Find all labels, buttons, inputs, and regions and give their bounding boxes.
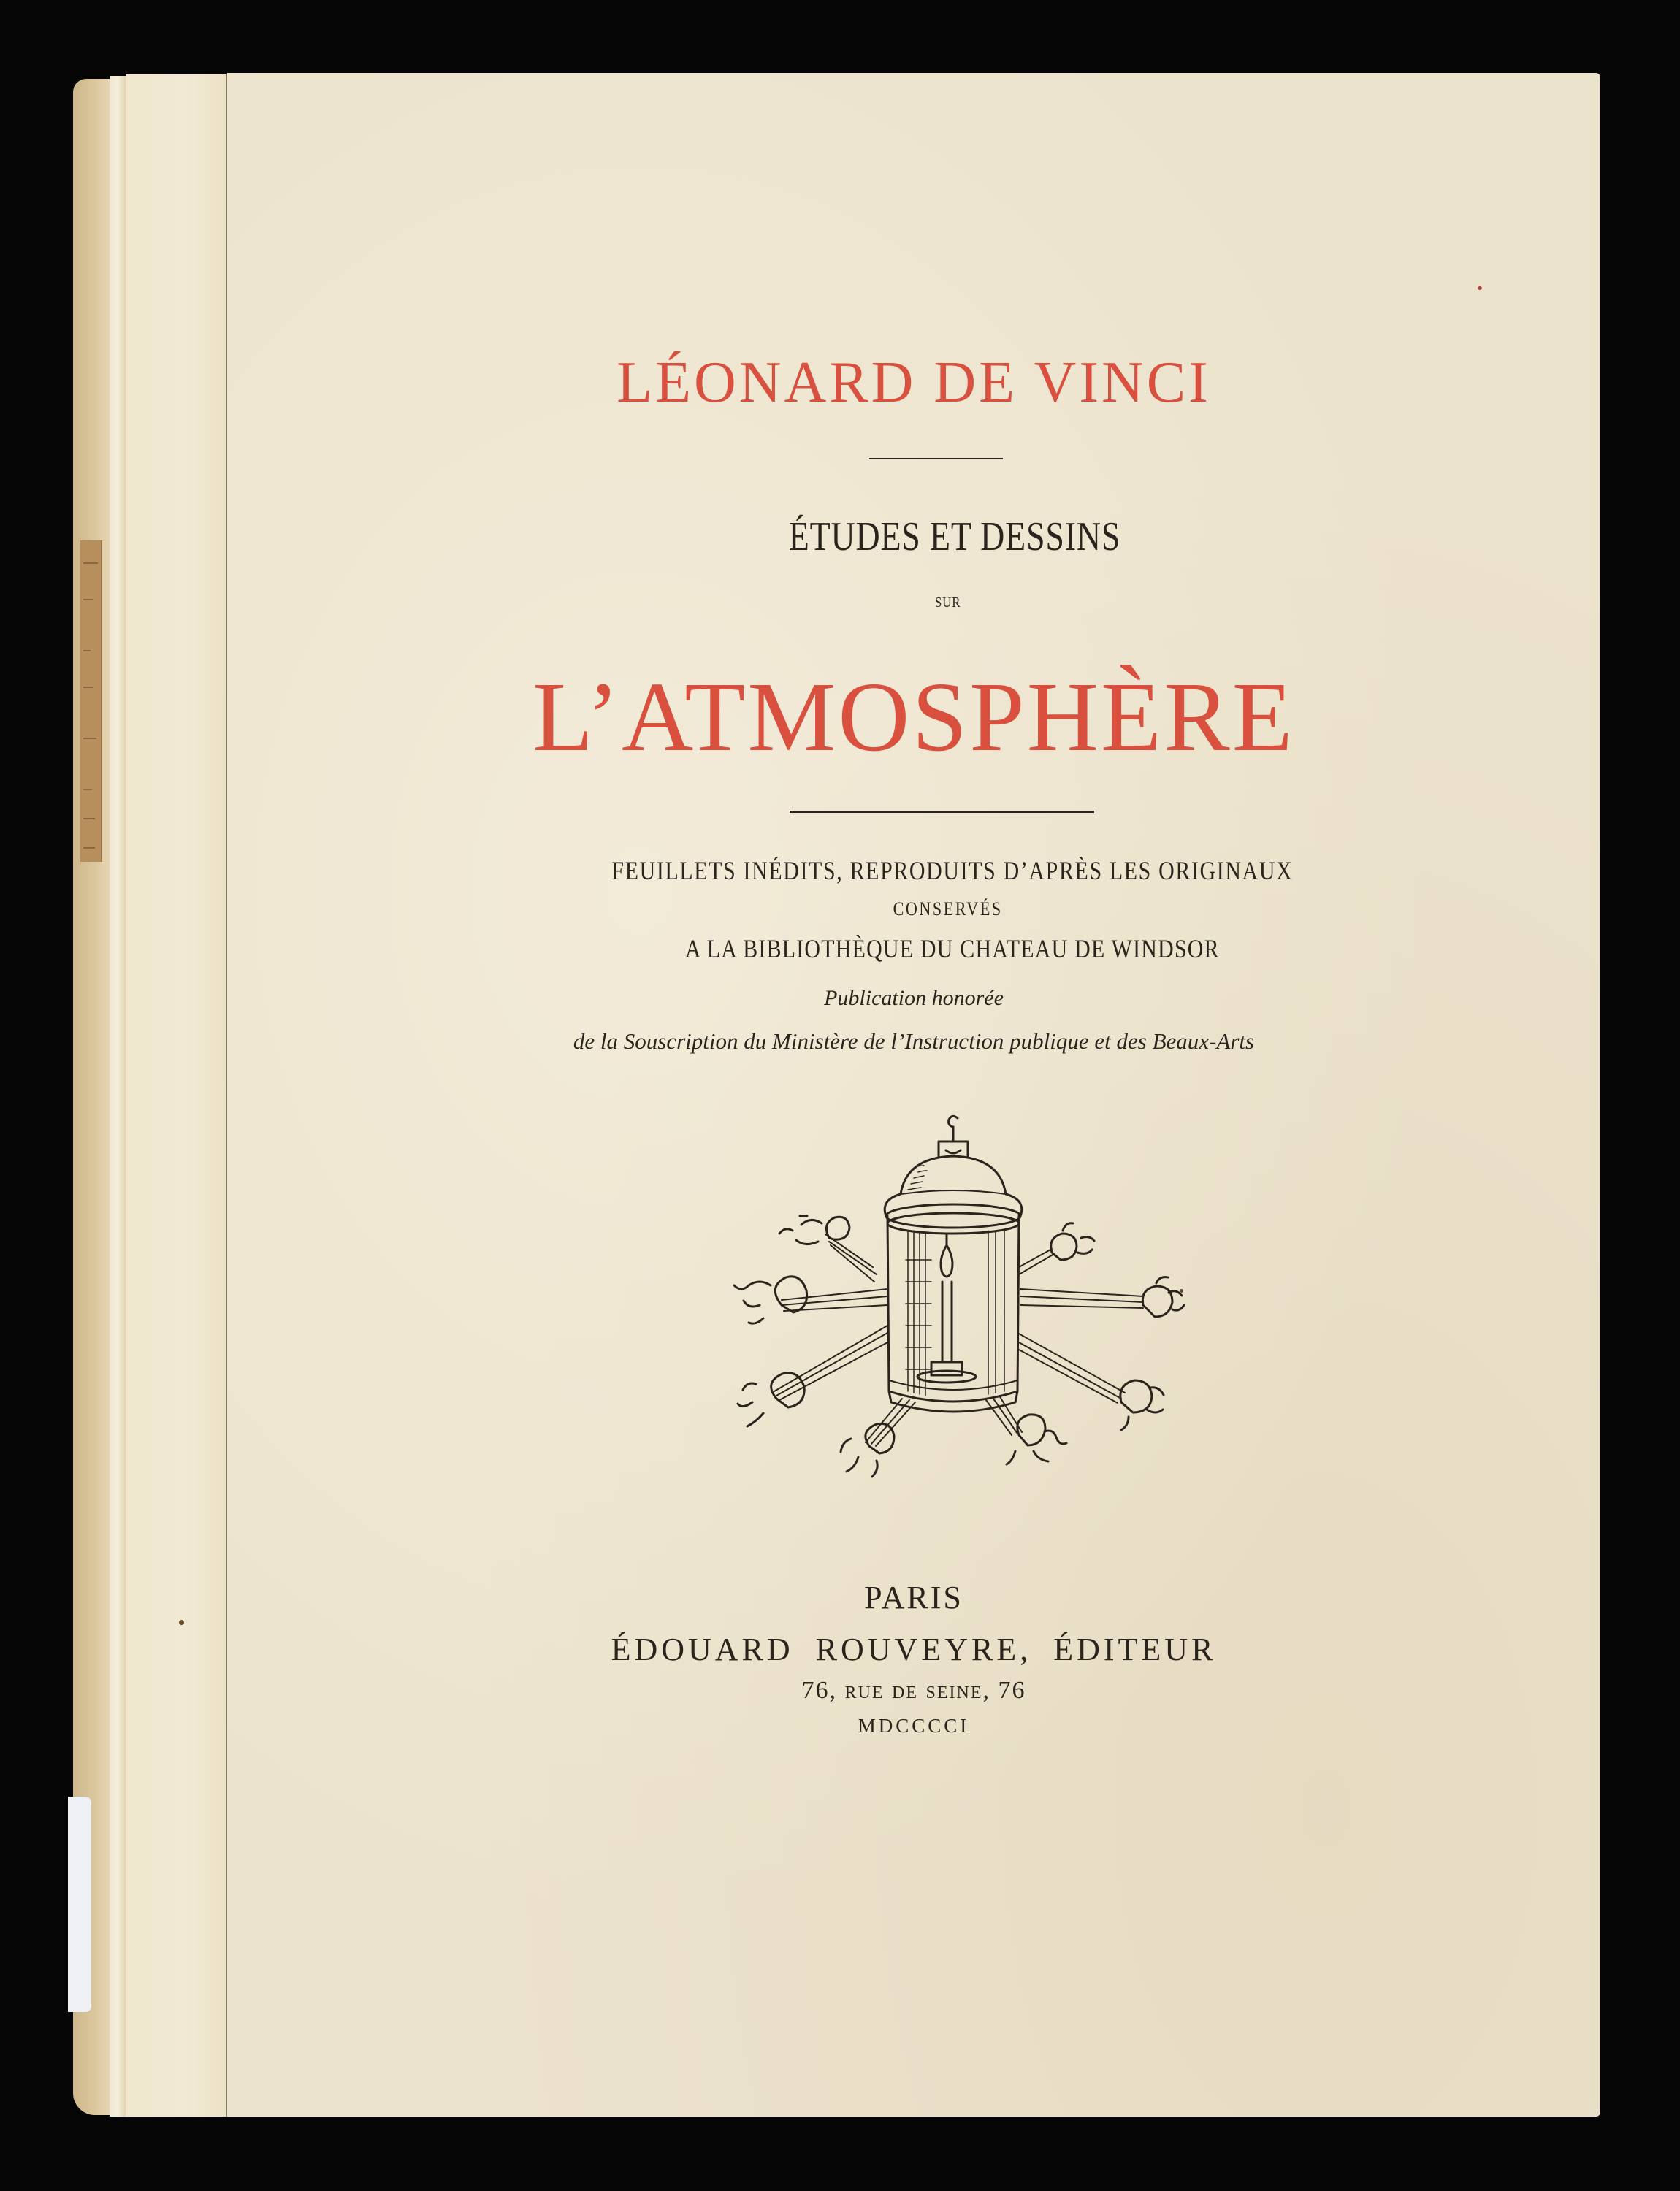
red-speck (1478, 286, 1482, 290)
honor-line-1: Publication honorée (824, 986, 1004, 1010)
imprint-publisher: ÉDOUARD ROUVEYRE, ÉDITEUR (611, 1632, 1217, 1667)
imprint-year: MDCCCCI (858, 1715, 970, 1737)
imprint-address: 76, rue de seine, 76 (801, 1677, 1026, 1704)
lantern-with-bellows-icon (719, 1114, 1187, 1483)
description-line-3: A LA BIBLIOTHÈQUE DU CHATEAU DE WINDSOR (684, 934, 1220, 963)
rule-divider (790, 811, 1094, 813)
description-line-2: CONSERVÉS (893, 898, 1003, 919)
subtitle-top: ÉTUDES ET DESSINS (788, 514, 1121, 559)
library-sticker (68, 1797, 91, 2012)
honor-line-2: de la Souscription du Ministère de l’Instruction publique et des Beaux-Arts (573, 1028, 1255, 1054)
book-title: L’ATMOSPHÈRE (532, 662, 1295, 772)
description-line-1: FEUILLETS INÉDITS, REPRODUITS D’APRÈS LES ORIGINAUX (611, 856, 1294, 885)
spine-hinge (110, 76, 126, 2117)
author-name: LÉONARD DE VINCI (616, 351, 1211, 415)
rule-divider (869, 458, 1003, 459)
ink-speck (179, 1620, 184, 1625)
imprint-city: PARIS (864, 1580, 963, 1615)
spine-cover-strip (126, 74, 226, 2117)
spine-title-label (80, 540, 102, 862)
connector-word: SUR (934, 594, 961, 611)
